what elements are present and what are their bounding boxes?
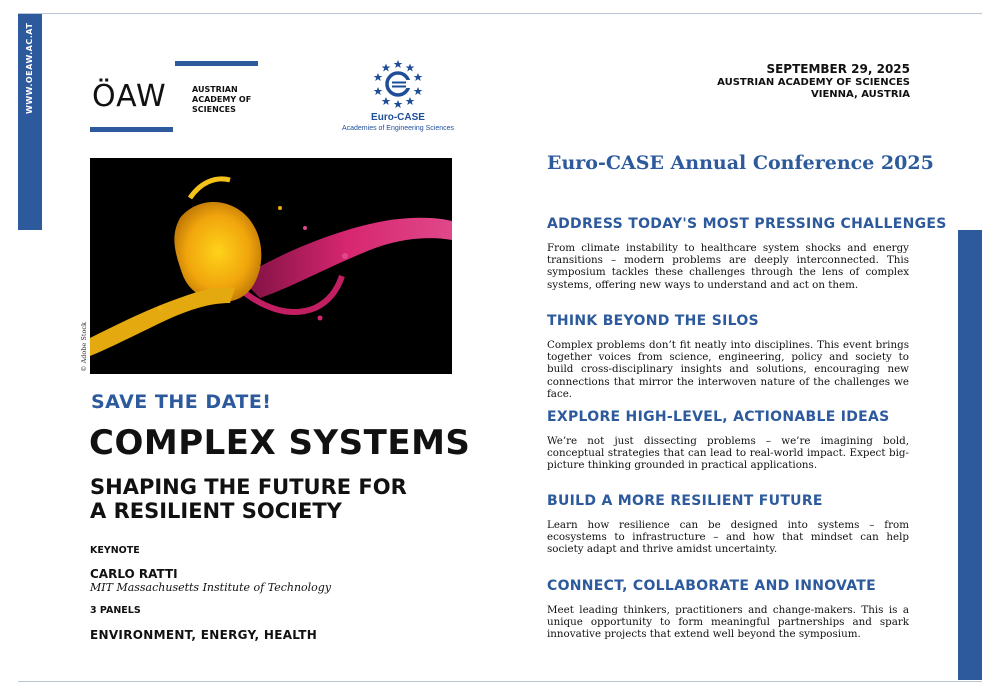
- oaw-logo-top-bar: [175, 61, 258, 66]
- save-the-date: SAVE THE DATE!: [91, 391, 272, 413]
- section-2: [547, 313, 909, 400]
- section-heading: EXPLORE HIGH-LEVEL, ACTIONABLE IDEAS: [547, 409, 890, 425]
- side-url-bar: [18, 14, 42, 230]
- section-4: [547, 493, 909, 556]
- speaker-affiliation: MIT Massachusetts Institute of Technology: [90, 581, 332, 594]
- subtitle: [90, 475, 407, 523]
- bottom-rule: [18, 681, 982, 682]
- section-text: We’re not just dissecting problems – we’re imagining bold, conceptual strategies that can lead to real-world impact. Expect big-picture thinking grounded in practical applications.: [547, 435, 909, 472]
- eurocase-emblem-icon: [372, 58, 424, 110]
- paint-splash-image: [90, 158, 452, 374]
- oaw-logo-text: [192, 85, 251, 115]
- section-heading: CONNECT, COLLABORATE AND INNOVATE: [547, 578, 876, 594]
- section-3: [547, 409, 909, 472]
- main-title: COMPLEX SYSTEMS: [89, 423, 471, 463]
- subtitle-line-1: SHAPING THE FUTURE FOR: [90, 475, 407, 499]
- side-url-text: WWW.OEAW.AC.AT: [25, 22, 34, 114]
- section-heading: THINK BEYOND THE SILOS: [547, 313, 759, 329]
- eurocase-subtitle: Academies of Engineering Sciences: [341, 125, 455, 132]
- event-date-block: [717, 62, 910, 101]
- section-text: Meet leading thinkers, practitioners and change-makers. This is a unique opportunity to form meaningful partnerships and spark innovative projects that extend well beyond the symposium.: [547, 604, 909, 641]
- event-date: SEPTEMBER 29, 2025: [766, 62, 910, 76]
- oaw-line-2: ACADEMY OF: [192, 95, 252, 104]
- event-city: VIENNA, AUSTRIA: [811, 89, 910, 100]
- oaw-line-1: AUSTRIAN: [192, 85, 238, 94]
- section-text: From climate instability to healthcare system shocks and energy transitions – modern problems are deeply interconnected. This symposium tackles these challenges through the lens of complex systems, offering new ways to understand and act on them.: [547, 242, 909, 291]
- section-text: Learn how resilience can be designed into systems – from ecosystems to infrastructure – and how that mindset can help society adapt and thrive amidst uncertainty.: [547, 519, 909, 556]
- subtitle-line-2: A RESILIENT SOCIETY: [90, 499, 342, 523]
- section-1: [547, 216, 947, 291]
- section-5: [547, 578, 909, 641]
- eurocase-logo: [338, 58, 458, 138]
- right-accent-bar: [958, 230, 982, 680]
- event-venue: AUSTRIAN ACADEMY OF SCIENCES: [717, 77, 910, 88]
- speaker-name: CARLO RATTI: [90, 567, 178, 581]
- hero-image: [90, 158, 452, 374]
- conference-title: Euro-CASE Annual Conference 2025: [547, 152, 934, 174]
- image-credit: © Adobe Stock: [80, 322, 88, 372]
- oaw-logo-wordmark: ÖAW: [92, 79, 167, 114]
- panels-label: 3 PANELS: [90, 605, 141, 616]
- eurocase-name: Euro-CASE: [371, 112, 425, 123]
- oaw-line-3: SCIENCES: [192, 105, 236, 114]
- top-rule: [18, 13, 982, 14]
- oaw-logo-bottom-bar: [90, 127, 173, 132]
- section-heading: BUILD A MORE RESILIENT FUTURE: [547, 493, 823, 509]
- panels-topics: ENVIRONMENT, ENERGY, HEALTH: [90, 628, 318, 642]
- keynote-label: KEYNOTE: [90, 545, 140, 556]
- oaw-logo: [90, 61, 260, 136]
- section-text: Complex problems don’t fit neatly into disciplines. This event brings together voices from science, engineering, policy and society to build cross-disciplinary insights and solutions, encouraging new connections that mirror the interwoven nature of the challenges we face.: [547, 339, 909, 400]
- section-heading: ADDRESS TODAY'S MOST PRESSING CHALLENGES: [547, 216, 947, 232]
